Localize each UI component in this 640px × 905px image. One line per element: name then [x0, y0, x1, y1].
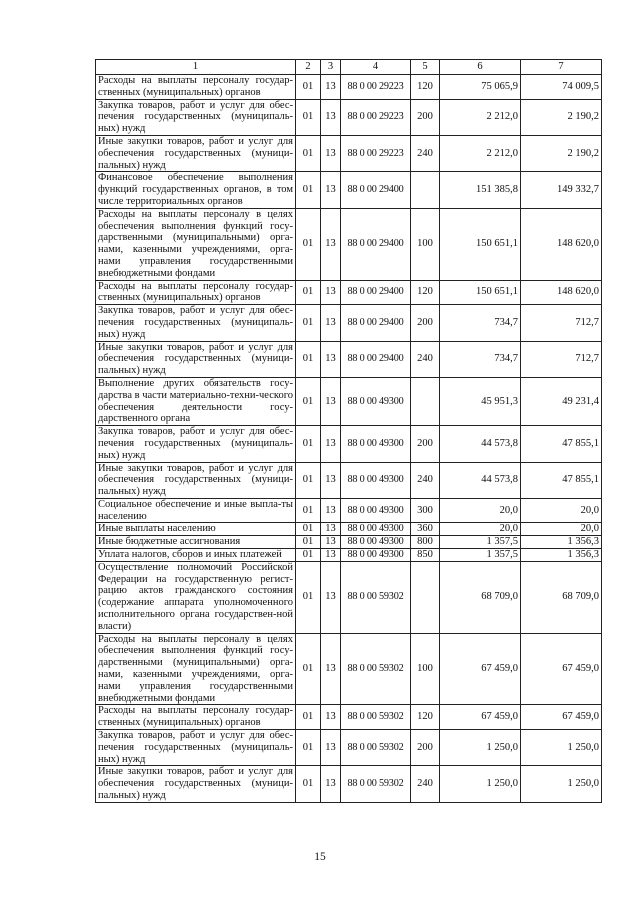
cell-target-article: 88 0 00 59302: [341, 705, 411, 730]
cell-expense-type: 850: [411, 549, 440, 562]
cell-subsection: 13: [321, 280, 341, 305]
table-row: [96, 523, 602, 536]
cell-name: Закупка товаров, работ и услуг для обес-печения государственных (муниципаль-ных) нужд: [96, 730, 296, 766]
header-col-4: 4: [341, 60, 411, 75]
table-row: [96, 377, 602, 425]
cell-subsection: 13: [321, 561, 341, 633]
cell-section: 01: [296, 549, 321, 562]
cell-amount-1: 1 250,0: [440, 766, 521, 802]
table-row: [96, 75, 602, 100]
cell-section: 01: [296, 305, 321, 341]
cell-section: 01: [296, 462, 321, 498]
cell-target-article: 88 0 00 59302: [341, 766, 411, 802]
cell-name: Социальное обеспечение и иные выпла-ты населению: [96, 498, 296, 523]
table-row: [96, 561, 602, 633]
cell-section: 01: [296, 766, 321, 802]
cell-amount-2: 2 190,2: [521, 135, 602, 171]
cell-target-article: 88 0 00 29223: [341, 135, 411, 171]
cell-target-article: 88 0 00 49300: [341, 523, 411, 536]
cell-section: 01: [296, 523, 321, 536]
cell-subsection: 13: [321, 523, 341, 536]
cell-amount-2: 67 459,0: [521, 633, 602, 705]
cell-amount-1: 67 459,0: [440, 633, 521, 705]
cell-expense-type: 100: [411, 633, 440, 705]
table-row: [96, 172, 602, 208]
cell-section: 01: [296, 498, 321, 523]
table-row: [96, 730, 602, 766]
table-row: [96, 536, 602, 549]
cell-expense-type: 120: [411, 75, 440, 100]
cell-section: 01: [296, 280, 321, 305]
cell-expense-type: [411, 172, 440, 208]
cell-target-article: 88 0 00 29223: [341, 75, 411, 100]
cell-amount-1: 734,7: [440, 341, 521, 377]
cell-name: Расходы на выплаты персоналу в целях обеспечения выполнения функций госу-дарственными (муниципальными) орга-нами, казенными учреждениями, орга-нами управления государственными внебюджетными фондами: [96, 633, 296, 705]
cell-name: Иные выплаты населению: [96, 523, 296, 536]
cell-name: Иные закупки товаров, работ и услуг для обеспечения государственных (муници-пальных) нужд: [96, 766, 296, 802]
cell-expense-type: [411, 561, 440, 633]
cell-target-article: 88 0 00 29400: [341, 305, 411, 341]
table-row: [96, 99, 602, 135]
cell-name: Закупка товаров, работ и услуг для обес-печения государственных (муниципаль-ных) нужд: [96, 305, 296, 341]
cell-amount-2: 149 332,7: [521, 172, 602, 208]
cell-section: 01: [296, 377, 321, 425]
cell-amount-2: 20,0: [521, 523, 602, 536]
cell-amount-2: 68 709,0: [521, 561, 602, 633]
header-col-3: 3: [321, 60, 341, 75]
cell-subsection: 13: [321, 730, 341, 766]
header-col-2: 2: [296, 60, 321, 75]
cell-expense-type: 800: [411, 536, 440, 549]
cell-section: 01: [296, 561, 321, 633]
cell-expense-type: 200: [411, 305, 440, 341]
table-row: [96, 208, 602, 280]
table-header-row: [96, 60, 602, 75]
cell-subsection: 13: [321, 426, 341, 462]
cell-target-article: 88 0 00 49300: [341, 462, 411, 498]
cell-section: 01: [296, 341, 321, 377]
cell-target-article: 88 0 00 59302: [341, 561, 411, 633]
cell-section: 01: [296, 536, 321, 549]
cell-expense-type: 120: [411, 705, 440, 730]
cell-target-article: 88 0 00 59302: [341, 633, 411, 705]
cell-amount-2: 74 009,5: [521, 75, 602, 100]
cell-subsection: 13: [321, 75, 341, 100]
cell-subsection: 13: [321, 705, 341, 730]
cell-name: Расходы на выплаты персоналу государ-ственных (муниципальных) органов: [96, 705, 296, 730]
cell-target-article: 88 0 00 49300: [341, 426, 411, 462]
cell-expense-type: 200: [411, 730, 440, 766]
cell-amount-1: 45 951,3: [440, 377, 521, 425]
cell-amount-1: 20,0: [440, 498, 521, 523]
cell-amount-1: 1 250,0: [440, 730, 521, 766]
cell-amount-1: 150 651,1: [440, 208, 521, 280]
table-row: [96, 341, 602, 377]
cell-amount-2: 712,7: [521, 341, 602, 377]
cell-name: Уплата налогов, сборов и иных платежей: [96, 549, 296, 562]
cell-amount-1: 2 212,0: [440, 135, 521, 171]
table-row: [96, 498, 602, 523]
budget-table: [95, 59, 602, 803]
table-row: [96, 280, 602, 305]
cell-section: 01: [296, 705, 321, 730]
table-row: [96, 305, 602, 341]
cell-name: Закупка товаров, работ и услуг для обес-печения государственных (муниципаль-ных) нужд: [96, 426, 296, 462]
cell-name: Выполнение других обязательств госу-дарства в части материально-техни-ческого обеспечения деятельности госу-дарственного органа: [96, 377, 296, 425]
cell-target-article: 88 0 00 29400: [341, 341, 411, 377]
cell-subsection: 13: [321, 462, 341, 498]
cell-name: Иные закупки товаров, работ и услуг для обеспечения государственных (муници-пальных) нужд: [96, 135, 296, 171]
cell-target-article: 88 0 00 49300: [341, 549, 411, 562]
cell-section: 01: [296, 426, 321, 462]
cell-subsection: 13: [321, 377, 341, 425]
cell-target-article: 88 0 00 29400: [341, 280, 411, 305]
cell-subsection: 13: [321, 135, 341, 171]
cell-name: Финансовое обеспечение выполнения функций государственных органов, в том числе территориальных органов: [96, 172, 296, 208]
cell-section: 01: [296, 135, 321, 171]
cell-amount-2: 712,7: [521, 305, 602, 341]
cell-subsection: 13: [321, 536, 341, 549]
cell-target-article: 88 0 00 49300: [341, 536, 411, 549]
cell-amount-1: 44 573,8: [440, 462, 521, 498]
cell-target-article: 88 0 00 49300: [341, 498, 411, 523]
cell-amount-1: 734,7: [440, 305, 521, 341]
cell-target-article: 88 0 00 29400: [341, 172, 411, 208]
cell-expense-type: 300: [411, 498, 440, 523]
table-row: [96, 633, 602, 705]
cell-name: Иные закупки товаров, работ и услуг для обеспечения государственных (муници-пальных) нужд: [96, 341, 296, 377]
cell-subsection: 13: [321, 498, 341, 523]
cell-subsection: 13: [321, 549, 341, 562]
cell-name: Расходы на выплаты персоналу в целях обеспечения выполнения функций госу-дарственными (муниципальными) орга-нами, казенными учреждениями, орга-нами управления государственными внебюджетными фондами: [96, 208, 296, 280]
cell-amount-2: 49 231,4: [521, 377, 602, 425]
cell-section: 01: [296, 99, 321, 135]
table-row: [96, 705, 602, 730]
cell-amount-1: 151 385,8: [440, 172, 521, 208]
page-number: 15: [314, 851, 326, 863]
cell-amount-2: 20,0: [521, 498, 602, 523]
cell-amount-1: 20,0: [440, 523, 521, 536]
cell-amount-2: 1 356,3: [521, 536, 602, 549]
cell-amount-1: 150 651,1: [440, 280, 521, 305]
cell-name: Расходы на выплаты персоналу государ-ственных (муниципальных) органов: [96, 280, 296, 305]
cell-section: 01: [296, 172, 321, 208]
cell-section: 01: [296, 75, 321, 100]
cell-expense-type: 120: [411, 280, 440, 305]
cell-subsection: 13: [321, 766, 341, 802]
cell-subsection: 13: [321, 99, 341, 135]
table-row: [96, 766, 602, 802]
cell-subsection: 13: [321, 172, 341, 208]
cell-expense-type: 240: [411, 341, 440, 377]
table-body: [96, 75, 602, 803]
table-row: [96, 549, 602, 562]
cell-target-article: 88 0 00 29400: [341, 208, 411, 280]
cell-amount-1: 75 065,9: [440, 75, 521, 100]
cell-expense-type: [411, 377, 440, 425]
cell-expense-type: 100: [411, 208, 440, 280]
table-row: [96, 135, 602, 171]
cell-amount-1: 1 357,5: [440, 536, 521, 549]
header-col-5: 5: [411, 60, 440, 75]
table-row: [96, 462, 602, 498]
header-col-1: 1: [96, 60, 296, 75]
table-row: [96, 426, 602, 462]
cell-amount-1: 1 357,5: [440, 549, 521, 562]
cell-amount-2: 148 620,0: [521, 280, 602, 305]
cell-expense-type: 200: [411, 426, 440, 462]
cell-amount-2: 2 190,2: [521, 99, 602, 135]
cell-amount-2: 1 356,3: [521, 549, 602, 562]
cell-section: 01: [296, 633, 321, 705]
header-col-7: 7: [521, 60, 602, 75]
cell-section: 01: [296, 208, 321, 280]
cell-target-article: 88 0 00 59302: [341, 730, 411, 766]
cell-target-article: 88 0 00 49300: [341, 377, 411, 425]
cell-section: 01: [296, 730, 321, 766]
cell-amount-2: 47 855,1: [521, 462, 602, 498]
cell-name: Иные бюджетные ассигнования: [96, 536, 296, 549]
cell-amount-1: 44 573,8: [440, 426, 521, 462]
cell-amount-2: 47 855,1: [521, 426, 602, 462]
cell-amount-2: 67 459,0: [521, 705, 602, 730]
cell-amount-2: 1 250,0: [521, 730, 602, 766]
cell-name: Расходы на выплаты персоналу государ-ственных (муниципальных) органов: [96, 75, 296, 100]
cell-amount-1: 67 459,0: [440, 705, 521, 730]
cell-subsection: 13: [321, 633, 341, 705]
header-col-6: 6: [440, 60, 521, 75]
cell-amount-1: 2 212,0: [440, 99, 521, 135]
cell-subsection: 13: [321, 208, 341, 280]
cell-amount-1: 68 709,0: [440, 561, 521, 633]
cell-expense-type: 360: [411, 523, 440, 536]
cell-name: Закупка товаров, работ и услуг для обес-печения государственных (муниципаль-ных) нужд: [96, 99, 296, 135]
cell-subsection: 13: [321, 305, 341, 341]
cell-name: Осуществление полномочий Российской Федерации на государственную регист-рацию актов гражданского состояния (содержание аппарата уполномоченного исполнительного органа государствен-ной власти): [96, 561, 296, 633]
cell-name: Иные закупки товаров, работ и услуг для обеспечения государственных (муници-пальных) нужд: [96, 462, 296, 498]
cell-expense-type: 240: [411, 766, 440, 802]
cell-expense-type: 240: [411, 462, 440, 498]
cell-expense-type: 240: [411, 135, 440, 171]
cell-subsection: 13: [321, 341, 341, 377]
cell-amount-2: 1 250,0: [521, 766, 602, 802]
cell-target-article: 88 0 00 29223: [341, 99, 411, 135]
cell-amount-2: 148 620,0: [521, 208, 602, 280]
cell-expense-type: 200: [411, 99, 440, 135]
